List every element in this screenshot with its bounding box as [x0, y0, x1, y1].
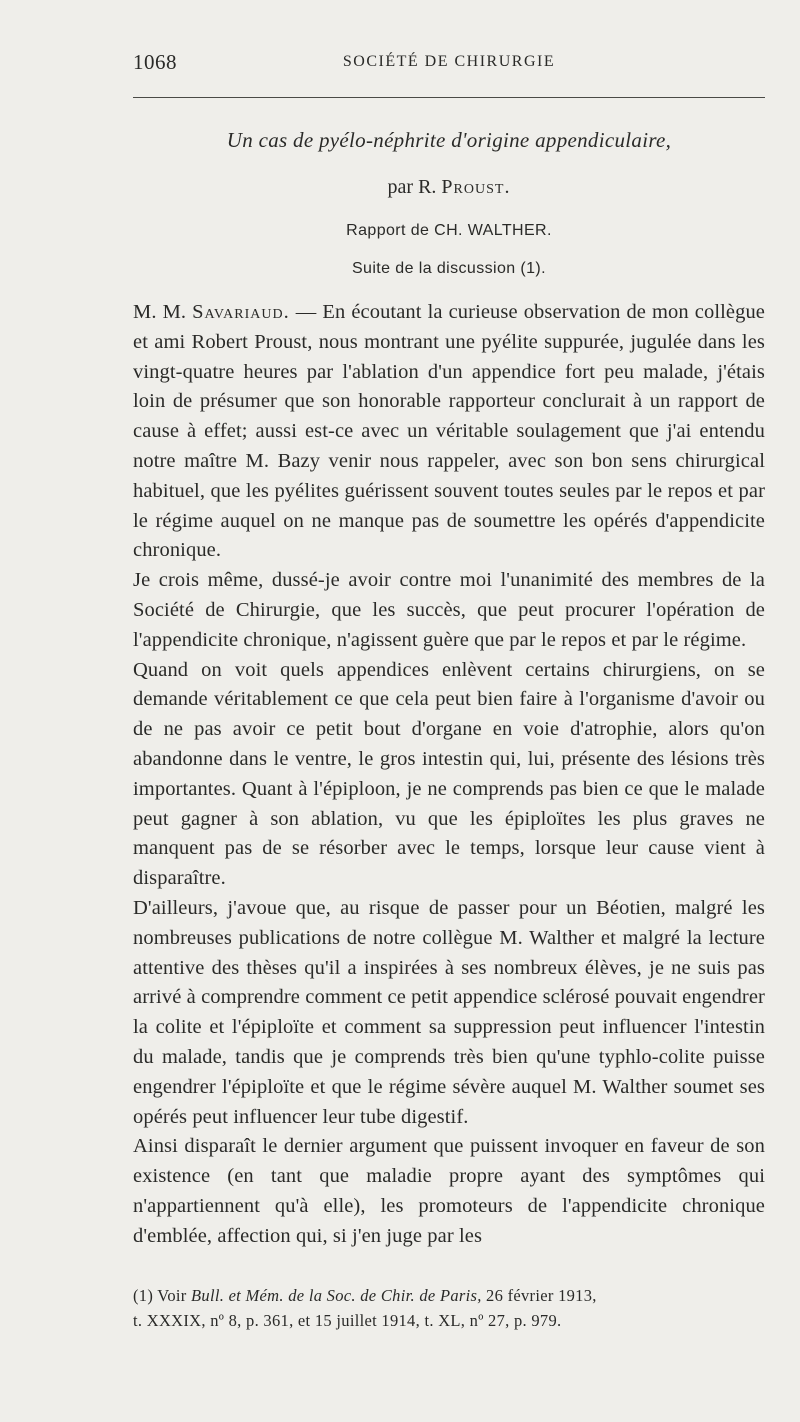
paragraph-3: Quand on voit quels appendices enlèvent certains chirurgiens, on se demande véritablement ce que cela peut bien faire à l'organisme d'avoir ou de ne pas avoir ce petit bout d'organe en voie d'atrophie, alors qu'on abandonne dans le ventre, le gros intestin qui, lui, présente des lésions très importantes. Quant à l'épiploon, je ne comprends pas bien ce que le malade peut gagner à son ablation, vu que les épiploïtes les plus graves ne manquent pas de se résorber avec le temps, lorsque leur cause vient à disparaître. — [133, 658, 765, 890]
page-header — [133, 50, 765, 82]
footnote-line-1 — [133, 1283, 765, 1308]
footnote-details: 26 février 1913, — [481, 1286, 597, 1305]
article-title: Un cas de pyélo-néphrite d'origine appendiculaire, — [226, 128, 672, 152]
author-prefix: par R. — [387, 176, 442, 198]
author-name: Proust. — [441, 176, 511, 198]
discussion-line: Suite de la discussion (1). — [351, 260, 546, 277]
footnote-line-2: t. XXXIX, nº 8, p. 361, et 15 juillet 1914, t. XL, nº 27, p. 979. — [133, 1311, 562, 1330]
paragraph-2: Je crois même, dussé-je avoir contre moi l'unanimité des membres de la Société de Chirurgie, que les succès, que peut procurer l'opération de l'appendicite chronique, n'agissent guère que par le repos et par le régime. — [133, 569, 765, 651]
paragraph-4: D'ailleurs, j'avoue que, au risque de passer pour un Béotien, malgré les nombreuses publications de notre collègue M. Walther et malgré la lecture attentive des thèses qu'il a inspirées à ses nombreux élèves, je ne suis pas arrivé à comprendre comment ce petit appendice sclérosé pouvait engendrer la colite et l'épiploïte et comment sa suppression peut influencer l'intestin du malade, tandis que je comprends très bien qu'une typhlo-colite puisse engendrer l'épiploïte et que le régime sévère auquel M. Walther soumet ses opérés peut influencer leur tube digestif. — [133, 896, 765, 1128]
running-head: SOCIÉTÉ DE CHIRURGIE — [342, 53, 556, 70]
footnote-marker: (1) Voir — [133, 1286, 192, 1305]
speaker-name: Savariaud. — [192, 301, 290, 323]
footnote — [133, 1283, 765, 1333]
header-rule — [133, 97, 765, 98]
report-line: Rapport de CH. WALTHER. — [346, 222, 552, 239]
footnote-source: Bull. et Mém. de la Soc. de Chir. de Paris, — [191, 1286, 482, 1305]
speaker-prefix: M. M. — [133, 301, 193, 323]
paragraph-1-text: — En écoutant la curieuse observation de mon collègue et ami Robert Proust, nous montrant une pyélite suppurée, jugulée dans les vingt-quatre heures par l'ablation d'un appendice fort peu malade, j'étais loin de présumer que son honorable rapporteur conclurait à un rapport de cause à effet; aussi est-ce avec un véritable soulagement que j'ai entendu notre maître M. Bazy venir nous rappeler, avec son bon sens chirurgical habituel, que les pyélites guérissent souvent toutes seules par le repos et par le régime auquel on ne manque pas de soumettre les opérés d'appendicite chronique. — [133, 301, 766, 562]
page-number: 1068 — [133, 50, 177, 74]
body-text — [133, 298, 765, 1252]
paragraph-1 — [133, 298, 765, 566]
paragraph-5: Ainsi disparaît le dernier argument que puissent invoquer en faveur de son existence (en tant que maladie propre ayant des symptômes qui n'appartiennent qu'à elle), les promoteurs de l'appendicite chronique d'emblée, affection qui, si j'en juge par les — [133, 1135, 765, 1247]
article-author — [133, 176, 765, 199]
